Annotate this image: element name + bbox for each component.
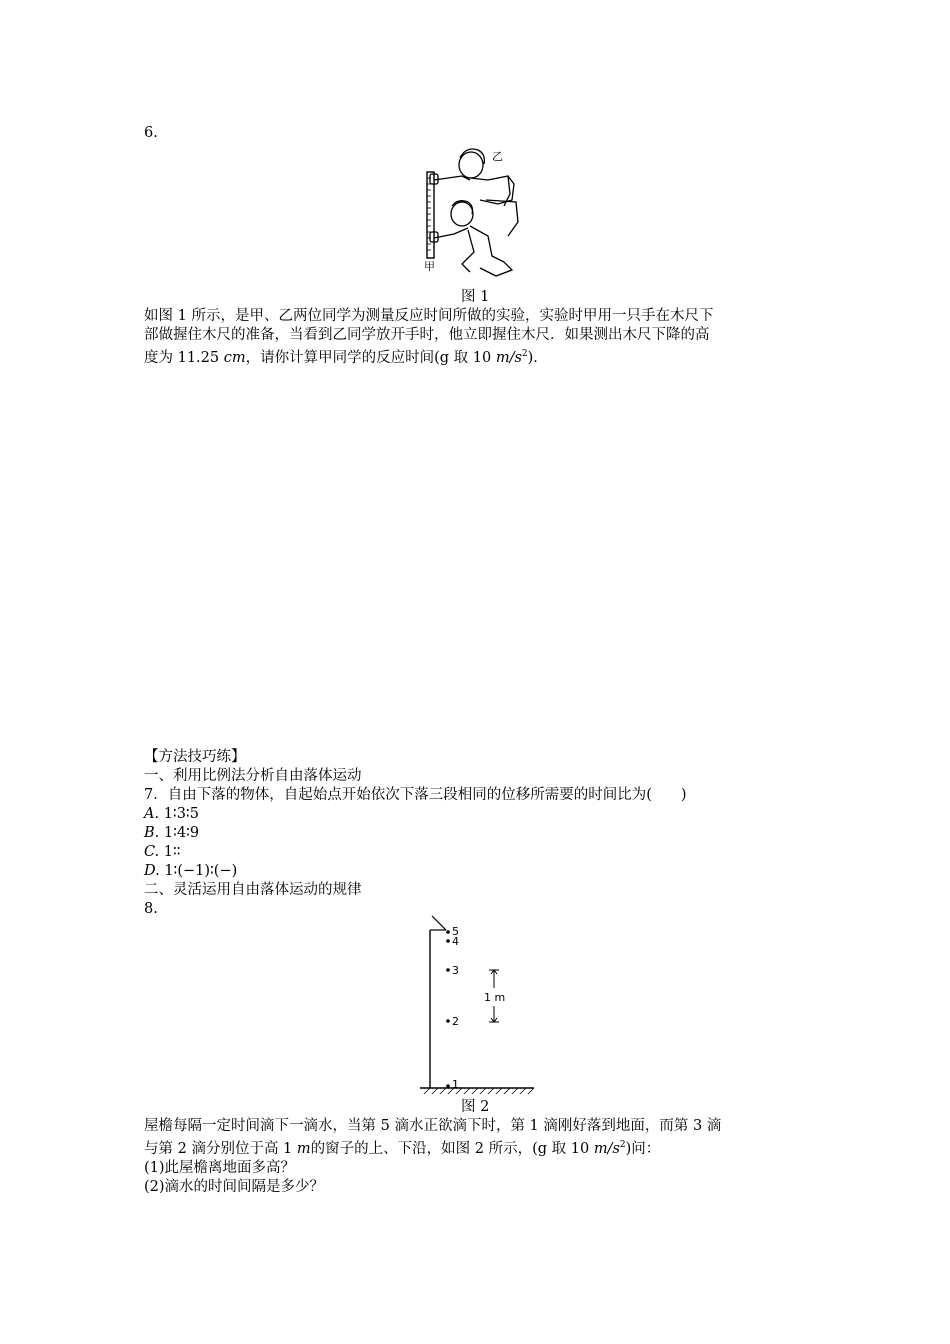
- figure-1-illustration: [418, 140, 530, 284]
- person-jia: [430, 201, 512, 276]
- q6-line-3: 度为 11.25 cm，请你计算甲同学的反应时间(g 取 10 $m/s^2$)．: [144, 349, 548, 366]
- q6-number: 6.: [144, 125, 158, 141]
- eave: [432, 916, 446, 930]
- q7-stem: 7．自由下落的物体，自起始点开始依次下落三段相同的位移所需要的时间比为( ): [144, 787, 687, 803]
- drop-1: [446, 1084, 450, 1088]
- label-yi: 乙: [492, 150, 503, 163]
- q7-option-b: B. 1∶4∶9: [144, 825, 200, 841]
- person-yi: [430, 149, 518, 236]
- q8-line-2: 与第 2 滴分别位于高 1 m的窗子的上、下沿，如图 2 所示，(g 取 10 $m/s^2$)问：: [144, 1140, 661, 1157]
- drop-5: [446, 930, 450, 934]
- section-title: 【方法技巧练】: [144, 749, 246, 765]
- drop-label-2: 2: [452, 1015, 459, 1028]
- q7-option-a: A. 1∶3∶5: [144, 806, 199, 822]
- q6-line-1: 如图 1 所示，是甲、乙两位同学为测量反应时间所做的实验，实验时甲用一只手在木尺下: [144, 308, 714, 324]
- drop-label-4: 4: [452, 935, 459, 948]
- drop-4: [446, 939, 450, 943]
- subsection-2: 二、灵活运用自由落体运动的规律: [144, 882, 362, 898]
- q8-subquestion-2: (2)滴水的时间间隔是多少？: [144, 1178, 325, 1195]
- q8-text: [144, 1117, 804, 1197]
- q8-number: 8.: [144, 901, 158, 917]
- subsection-1: 一、利用比例法分析自由落体运动: [144, 768, 362, 784]
- q6-line-2: 部做握住木尺的准备，当看到乙同学放开手时，他立即握住木尺．如果测出木尺下降的高: [144, 327, 710, 343]
- q8-line-1: 屋檐每隔一定时间滴下一滴水，当第 5 滴水正欲滴下时，第 1 滴刚好落到地面，而第 3 滴: [144, 1118, 722, 1134]
- label-jia: 甲: [424, 260, 435, 273]
- drop-3: [446, 968, 450, 972]
- q7-option-c: C. 1∶∶: [144, 844, 181, 860]
- method-section: [144, 748, 804, 919]
- figure-2-diagram: [418, 912, 538, 1098]
- drop-label-1: 1: [452, 1078, 459, 1091]
- drop-label-5: 5: [452, 925, 459, 938]
- drop-label-3: 3: [452, 964, 459, 977]
- dimension-label: 1 m: [484, 991, 506, 1004]
- q8-subquestion-1: (1)此屋檐离地面多高？: [144, 1159, 296, 1176]
- q6-text: [144, 307, 804, 368]
- q7-option-d: D. 1∶(−1)∶(−): [144, 863, 238, 879]
- ruler: [427, 172, 434, 258]
- figure-1-caption: 图 1: [461, 289, 490, 305]
- figure-2-caption: 图 2: [461, 1099, 490, 1115]
- drop-2: [446, 1019, 450, 1023]
